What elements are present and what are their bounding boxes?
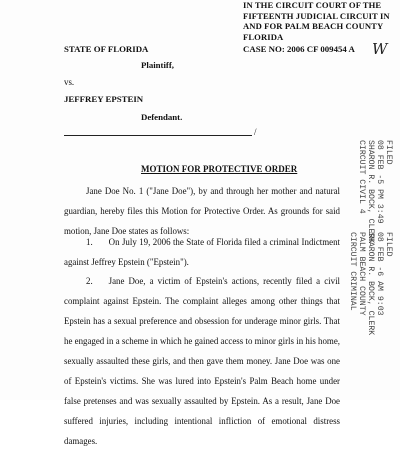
stamp-1-line-4: CIRCUIT CIVIL 4 (357, 140, 366, 214)
court-header-line-4: FLORIDA (243, 31, 284, 42)
stamp-2-line-5: CIRCUIT CRIMINAL (348, 232, 357, 311)
case-number: CASE NO: 2006 CF 009454 A (243, 44, 355, 54)
court-header-line-2: FIFTEENTH JUDICIAL CIRCUIT IN (243, 10, 390, 21)
defendant-name: JEFFREY EPSTEIN (64, 94, 144, 104)
stamp-2-line-2: 08 FEB -6 AM 9:03 (375, 232, 384, 316)
stamp-1-line-2: 08 FEB -5 PM 3:49 (375, 140, 384, 224)
caption-slash: / (254, 127, 257, 137)
stamp-2-line-4: PALM BEACH COUNTY (357, 232, 366, 316)
versus-label: vs. (64, 77, 75, 87)
paragraph-1 (64, 232, 340, 272)
court-header (243, 0, 390, 42)
filed-stamp-2 (348, 232, 393, 335)
paragraph-2 (64, 271, 340, 451)
paragraph-2-number: 2. (86, 276, 93, 286)
stamp-2-line-1: FILED (384, 232, 393, 257)
plaintiff-label: Plaintiff, (141, 60, 174, 70)
paragraph-1-text: On July 19, 2006 the State of Florida filed a criminal Indictment against Jeffrey Epstein ("Epstein"). (64, 237, 340, 267)
intro-text: Jane Doe No. 1 ("Jane Doe"), by and through her mother and natural guardian, hereby files this Motion for Protective Order. As grounds for said motion, Jane Doe states as follows: (64, 186, 340, 236)
stamp-1-line-3: SHARON R. BOCK, CLERK (366, 140, 375, 244)
paragraph-1-number: 1. (86, 237, 93, 247)
defendant-label: Defendant. (141, 112, 183, 122)
stamp-2-line-3: SHARON R. BOCK, CLERK (366, 232, 375, 336)
filed-stamp-1 (357, 140, 393, 243)
state-of-florida: STATE OF FLORIDA (64, 44, 149, 54)
court-header-line-1: IN THE CIRCUIT COURT OF THE (243, 0, 382, 10)
paragraph-2-text: Jane Doe, a victim of Epstein's actions, recently filed a civil complaint against Epstein. The complaint alleges among other things that Epstein has a sexual preference and obsession for underage minor girls. That he engaged in a scheme in which he gained access to minor girls in his home, sexually assaulted these girls, and then gave them money. Jane Doe was one of Epstein's victims. She was lured into Epstein's Palm Beach home under false pretenses and was sexually assaulted by Epstein. As a result, Jane Doe suffered injuries, including intentional infliction of emotional distress damages. (64, 276, 340, 446)
stamp-1-line-1: FILED (384, 140, 393, 165)
caption-underline (64, 135, 252, 136)
court-header-line-3: AND FOR PALM BEACH COUNTY (243, 21, 384, 31)
handwritten-mark: W (372, 40, 388, 58)
document-title: MOTION FOR PROTECTIVE ORDER (141, 164, 298, 174)
